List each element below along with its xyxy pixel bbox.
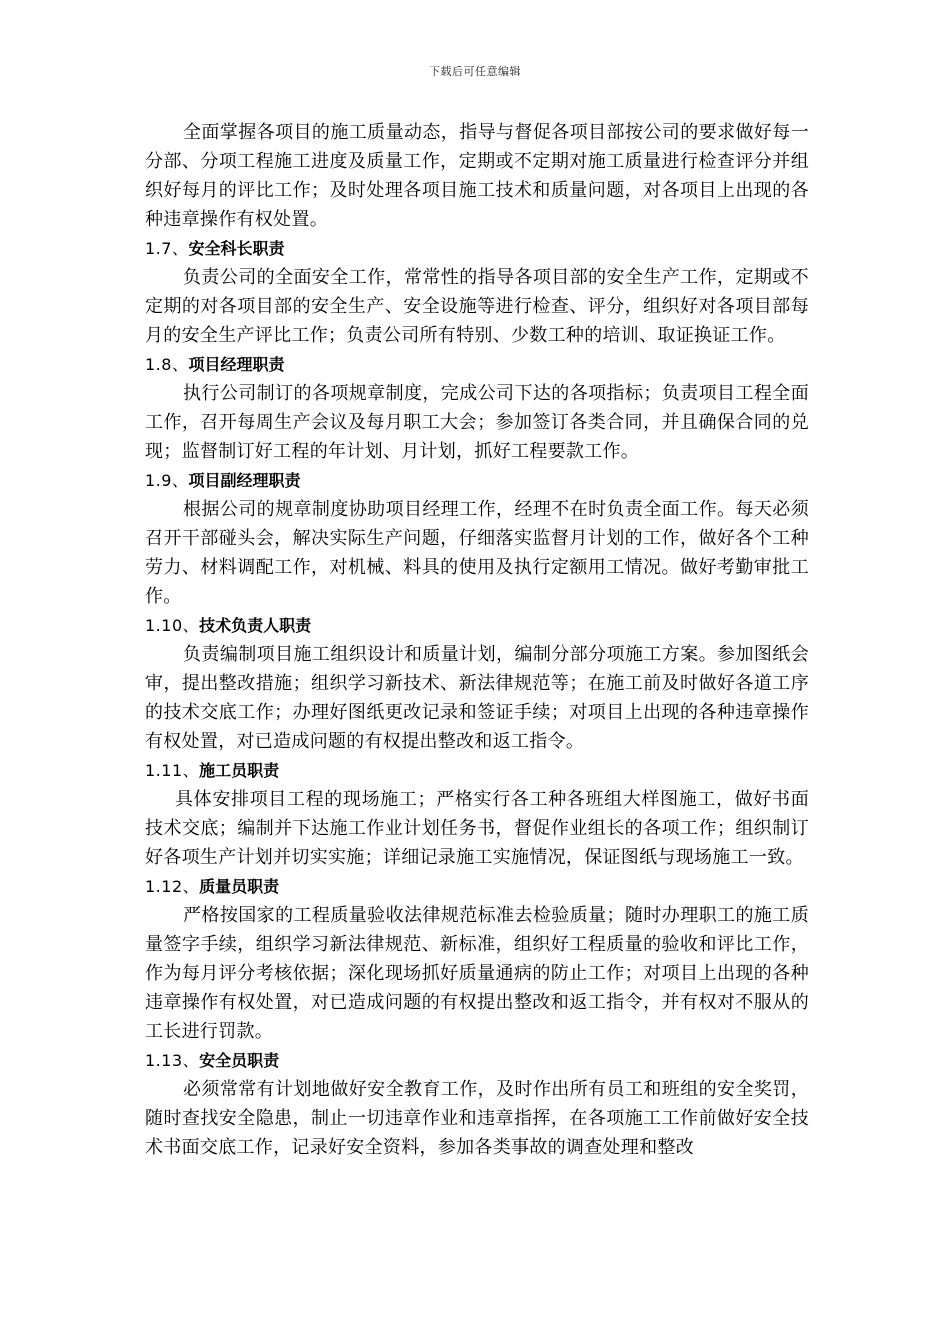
section-number: 1.9、 bbox=[145, 471, 189, 490]
section-number: 1.12、 bbox=[145, 877, 200, 896]
section-title: 安全科长职责 bbox=[188, 239, 285, 258]
paragraph: 负责编制项目施工组织设计和质量计划，编制分部分项施工方案。参加图纸会审，提出整改措施；组织学习新技术、新法律规范等；在施工前及时做好各道工序的技术交底工作；办理好图纸更改记录和签证手续；对项目上出现的各种违章操作有权处置，对已造成问题的有权提出整改和返工指令。 bbox=[145, 644, 809, 752]
paragraph: 执行公司制订的各项规章制度，完成公司下达的各项指标；负责项目工程全面工作，召开每周生产会议及每月职工大会；参加签订各类合同，并且确保合同的兑现；监督制订好工程的年计划、月计划，抓好工程要款工作。 bbox=[145, 383, 809, 462]
section-title: 质量员职责 bbox=[199, 877, 280, 896]
page-header: 下载后可任意编辑 bbox=[429, 65, 521, 78]
section-title: 安全员职责 bbox=[199, 1051, 280, 1070]
section-heading bbox=[145, 1046, 809, 1075]
section-heading bbox=[145, 466, 809, 495]
section-title: 技术负责人职责 bbox=[199, 616, 312, 635]
section-number: 1.7、 bbox=[145, 239, 189, 258]
section-number: 1.8、 bbox=[145, 355, 189, 374]
section-title: 施工员职责 bbox=[199, 761, 280, 780]
section-heading bbox=[145, 350, 809, 379]
section-number: 1.11、 bbox=[145, 761, 200, 780]
section-title: 项目经理职责 bbox=[188, 355, 285, 374]
document-body bbox=[145, 118, 809, 1162]
paragraph: 全面掌握各项目的施工质量动态，指导与督促各项目部按公司的要求做好每一分部、分项工程施工进度及质量工作，定期或不定期对施工质量进行检查评分并组织好每月的评比工作；及时处理各项目施工技术和质量问题，对各项目上出现的各种违章操作有权处置。 bbox=[145, 122, 809, 230]
section-number: 1.10、 bbox=[145, 616, 200, 635]
paragraph: 根据公司的规章制度协助项目经理工作，经理不在时负责全面工作。每天必须召开干部碰头会，解决实际生产问题，仔细落实监督月计划的工作，做好各个工种劳力、材料调配工作，对机械、料具的使用及执行定额用工情况。做好考勤审批工作。 bbox=[145, 499, 809, 607]
section-heading bbox=[145, 872, 809, 901]
section-title: 项目副经理职责 bbox=[188, 471, 301, 490]
section-heading bbox=[145, 756, 809, 785]
section-number: 1.13、 bbox=[145, 1051, 200, 1070]
paragraph: 负责公司的全面安全工作，常常性的指导各项目部的安全生产工作，定期或不定期的对各项目部的安全生产、安全设施等进行检查、评分，组织好对各项目部每月的安全生产评比工作；负责公司所有特别、少数工种的培训、取证换证工作。 bbox=[145, 267, 809, 346]
paragraph: 必须常常有计划地做好安全教育工作，及时作出所有员工和班组的安全奖罚，随时查找安全隐患，制止一切违章作业和违章指挥，在各项施工工作前做好安全技术书面交底工作，记录好安全资料，参加各类事故的调查处理和整改 bbox=[145, 1079, 809, 1158]
paragraph: 具体安排项目工程的现场施工；严格实行各工种各班组大样图施工，做好书面技术交底；编制并下达施工作业计划任务书，督促作业组长的各项工作；组织制订好各项生产计划并切实实施；详细记录施工实施情况，保证图纸与现场施工一致。 bbox=[145, 789, 809, 868]
section-heading bbox=[145, 234, 809, 263]
paragraph: 严格按国家的工程质量验收法律规范标准去检验质量；随时办理职工的施工质量签字手续，组织学习新法律规范、新标准，组织好工程质量的验收和评比工作，作为每月评分考核依据；深化现场抓好质量通病的防止工作；对项目上出现的各种违章操作有权处置，对已造成问题的有权提出整改和返工指令，并有权对不服从的工长进行罚款。 bbox=[145, 905, 809, 1042]
section-heading bbox=[145, 611, 809, 640]
